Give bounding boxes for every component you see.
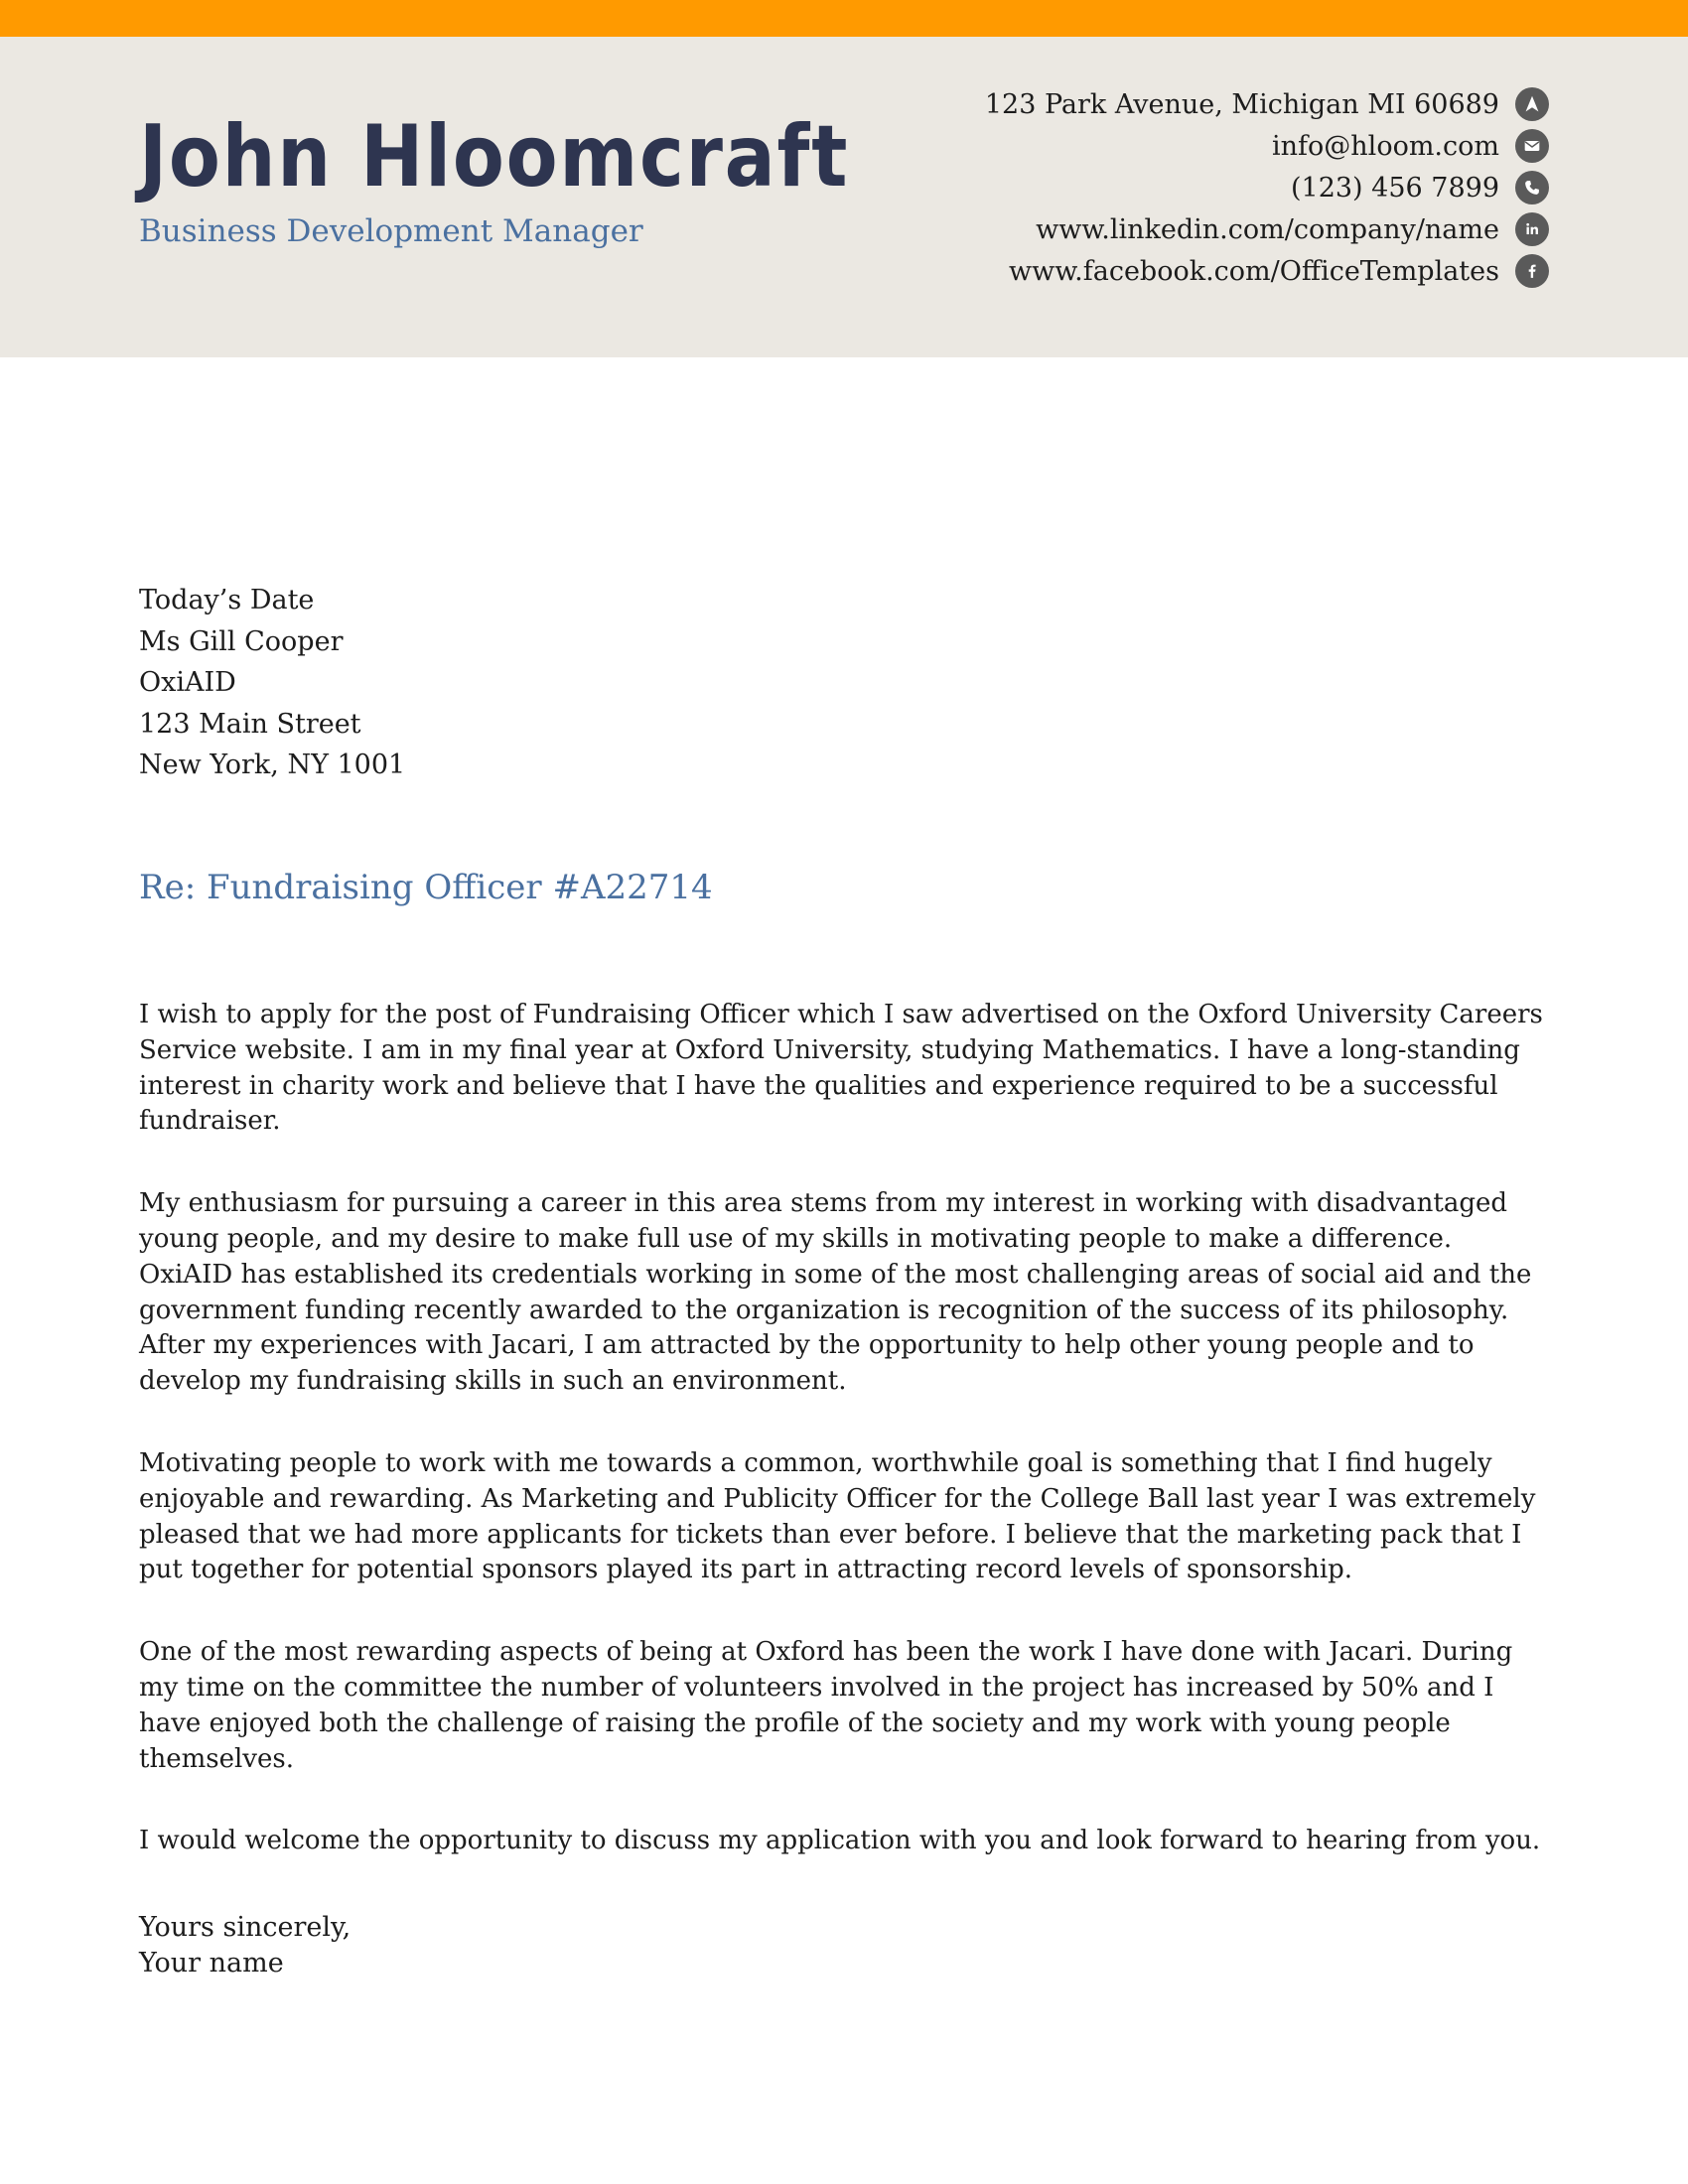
address-text: 123 Park Avenue, Michigan MI 60689 [984, 88, 1499, 120]
sender-job-title: Business Development Manager [139, 213, 643, 249]
linkedin-text: www.linkedin.com/company/name [1036, 213, 1499, 245]
contact-info [985, 83, 1549, 292]
phone-icon [1515, 171, 1549, 205]
closing-block [139, 1910, 351, 1981]
email-text: info@hloom.com [1272, 130, 1499, 162]
letterhead [0, 37, 1688, 357]
linkedin-icon [1515, 212, 1549, 246]
contact-linkedin [1036, 208, 1549, 250]
email-icon [1515, 129, 1549, 163]
location-icon [1515, 87, 1549, 121]
body-paragraph: Motivating people to work with me towards a common, worthwhile goal is something that I find hugely enjoyable and rewarding. As Marketing and Publicity Officer for the College Ball last year I was extremely pleased that we had more applicants for tickets than ever before. I believe that the marketing pack that I put together for potential sponsors played its part in attracting record levels of sponsorship. [139, 1447, 1536, 1585]
body-paragraph: One of the most rewarding aspects of being at Oxford has been the work I have done with Jacari. During my time on the committee the number of volunteers involved in the project has increased by 50% and I have enjoyed both the challenge of raising the profile of the society and my work with young people themselves. [139, 1637, 1513, 1774]
contact-phone [1291, 167, 1549, 208]
recipient-block [139, 580, 405, 786]
body-paragraph: I would welcome the opportunity to discuss my application with you and look forward to hearing from you. [139, 1826, 1541, 1856]
facebook-text: www.facebook.com/OfficeTemplates [1009, 255, 1499, 287]
letter-subject: Re: Fundraising Officer #A22714 [139, 868, 713, 907]
phone-text: (123) 456 7899 [1290, 172, 1499, 204]
recipient-city: New York, NY 1001 [139, 750, 406, 780]
contact-email [1272, 125, 1549, 167]
recipient-company: OxiAID [139, 667, 236, 698]
signature-name: Your name [139, 1948, 284, 1979]
contact-address [985, 83, 1549, 125]
top-accent-bar [0, 0, 1688, 37]
letter-body [139, 998, 1549, 1906]
contact-facebook [1009, 250, 1549, 292]
body-paragraph: My enthusiasm for pursuing a career in this area stems from my interest in working with disadvantaged young people, and my desire to make full use of my skills in motivating people to make a difference. OxiAID has established its credentials working in some of the most challenging areas of social aid and the government funding recently awarded to the organization is recognition of the success of its philosophy. After my experiences with Jacari, I am attracted by the opportunity to help other young people and to develop my fundraising skills in such an environment. [139, 1188, 1532, 1397]
salutation: Yours sincerely, [139, 1912, 352, 1943]
sender-name: John Hloomcraft [139, 107, 850, 206]
body-paragraph: I wish to apply for the post of Fundraising Officer which I saw advertised on the Oxford University Careers Service website. I am in my final year at Oxford University, studying Mathematics. I have a long-standing interest in charity work and believe that I have the qualities and experience required to be a successful fundraiser. [139, 1000, 1543, 1137]
letter-date: Today’s Date [139, 585, 315, 615]
recipient-name: Ms Gill Cooper [139, 625, 344, 657]
recipient-street: 123 Main Street [139, 708, 361, 740]
facebook-icon [1515, 254, 1549, 288]
